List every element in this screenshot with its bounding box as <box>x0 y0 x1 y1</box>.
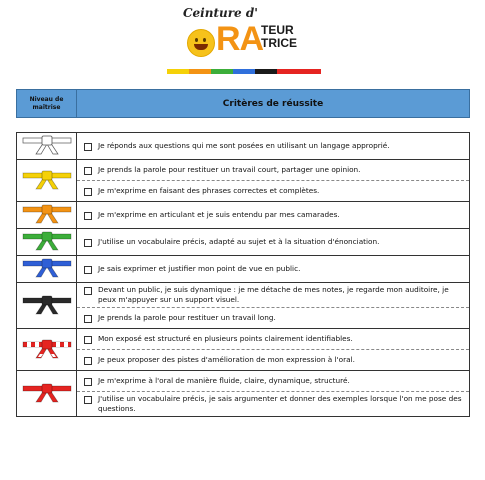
color-bar-segment <box>211 69 233 74</box>
table-row <box>17 202 470 229</box>
criterion-cell <box>77 283 470 308</box>
table-row <box>17 160 470 181</box>
criterion-cell <box>77 371 470 392</box>
yellow-belt-icon <box>22 168 72 194</box>
page-title: Ceinture d' <box>183 6 258 20</box>
color-bar-segment <box>299 69 321 74</box>
criterion-cell <box>77 133 470 160</box>
table-row <box>17 229 470 256</box>
red-white-belt-cell <box>17 329 77 371</box>
criterion-cell <box>77 308 470 329</box>
criterion-text: Je peux proposer des pistes d'amélioration de mon expression à l'oral. <box>98 355 355 364</box>
criterion-checkbox[interactable] <box>84 188 92 196</box>
table-row <box>17 350 470 371</box>
green-belt-cell <box>17 229 77 256</box>
criterion-text: Je prends la parole pour restituer un travail court, partager une opinion. <box>98 165 361 174</box>
logo-ra <box>216 22 263 56</box>
red-belt-icon <box>22 381 72 407</box>
criterion-cell <box>77 202 470 229</box>
color-bar-segment <box>167 69 189 74</box>
red-white-belt-icon <box>22 337 72 363</box>
criterion-checkbox[interactable] <box>84 266 92 274</box>
green-belt-icon <box>22 229 72 255</box>
color-bar-segment <box>189 69 211 74</box>
logo-suffix-bottom: TRICE <box>261 36 297 50</box>
criterion-cell <box>77 392 470 417</box>
header <box>0 0 485 80</box>
color-bar-segment <box>255 69 277 74</box>
criterion-checkbox[interactable] <box>84 287 92 295</box>
criterion-text: J'utilise un vocabulaire précis, adapté au sujet et à la situation d'énonciation. <box>98 237 380 246</box>
criterion-checkbox[interactable] <box>84 212 92 220</box>
criterion-checkbox[interactable] <box>84 396 92 404</box>
blue-belt-cell <box>17 256 77 283</box>
table-row <box>17 283 470 308</box>
column-header-level: Niveau de maîtrise <box>17 90 77 118</box>
criteria-table <box>16 89 470 417</box>
table-row <box>17 181 470 202</box>
criterion-cell <box>77 160 470 181</box>
criterion-checkbox[interactable] <box>84 378 92 386</box>
black-belt-cell <box>17 283 77 329</box>
criterion-cell <box>77 181 470 202</box>
table-row <box>17 392 470 417</box>
logo-suffix-top: TEUR <box>261 23 294 37</box>
black-belt-icon <box>22 293 72 319</box>
criterion-cell <box>77 229 470 256</box>
criterion-text: Je m'exprime en faisant des phrases correctes et complètes. <box>98 186 320 195</box>
criterion-checkbox[interactable] <box>84 357 92 365</box>
blue-belt-icon <box>22 256 72 282</box>
criterion-text: Je prends la parole pour restituer un travail long. <box>98 313 276 322</box>
criterion-checkbox[interactable] <box>84 336 92 344</box>
criterion-text: Je réponds aux questions qui me sont posées en utilisant un langage approprié. <box>98 141 390 150</box>
red-belt-cell <box>17 371 77 417</box>
table-row <box>17 371 470 392</box>
criterion-text: Je m'exprime à l'oral de manière fluide, claire, dynamique, structuré. <box>98 376 350 385</box>
table-row <box>17 256 470 283</box>
table-row <box>17 329 470 350</box>
yellow-belt-cell <box>17 160 77 202</box>
criterion-text: Devant un public, je suis dynamique : je me détache de mes notes, je regarde mon auditoire, je peux m'appuyer sur un support visuel. <box>98 285 449 304</box>
orange-belt-icon <box>22 202 72 228</box>
criterion-text: Je sais exprimer et justifier mon point de vue en public. <box>98 264 301 273</box>
criterion-checkbox[interactable] <box>84 143 92 151</box>
logo-suffix <box>261 24 297 50</box>
criterion-text: J'utilise un vocabulaire précis, je sais argumenter et donner des exemples lorsque l'on me pose des questions. <box>98 394 462 413</box>
criterion-checkbox[interactable] <box>84 167 92 175</box>
color-bar-segment <box>233 69 255 74</box>
white-belt-cell <box>17 133 77 160</box>
table-row <box>17 308 470 329</box>
logo-ra-text: RA <box>216 20 264 58</box>
criterion-cell <box>77 350 470 371</box>
column-header-criteria: Critères de réussite <box>77 90 470 118</box>
criterion-cell <box>77 329 470 350</box>
color-bar-segment <box>277 69 299 74</box>
criterion-checkbox[interactable] <box>84 239 92 247</box>
white-belt-icon <box>22 133 72 159</box>
criterion-text: Je m'exprime en articulant et je suis entendu par mes camarades. <box>98 210 340 219</box>
criterion-cell <box>77 256 470 283</box>
criterion-text: Mon exposé est structuré en plusieurs points clairement identifiables. <box>98 334 353 343</box>
criterion-checkbox[interactable] <box>84 315 92 323</box>
table-row <box>17 133 470 160</box>
smiley-icon <box>187 29 215 57</box>
color-bar <box>167 69 321 74</box>
orange-belt-cell <box>17 202 77 229</box>
